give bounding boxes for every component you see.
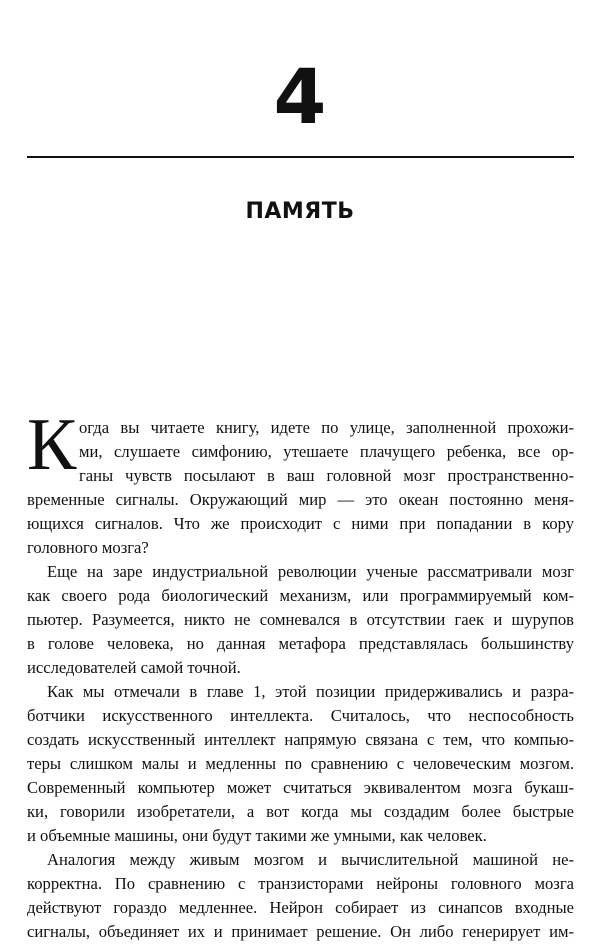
text-line: ганы чувств посылают в ваш головной мозг пространственно- bbox=[79, 466, 574, 485]
text-line: исследователей самой точной. bbox=[27, 658, 241, 677]
text-line: временные сигналы. Окружающий мир — это океан постоянно меня- bbox=[27, 490, 574, 509]
text-line: ми, слушаете симфонию, утешаете плачущего ребенка, все ор- bbox=[79, 442, 574, 461]
chapter-title: ПАМЯТЬ bbox=[245, 199, 355, 224]
text-line: Еще на заре индустриальной революции ученые рассматривали мозг bbox=[47, 562, 574, 581]
text-line: пьютер. Разумеется, никто не сомневался в отсутствии гаек и шурупов bbox=[27, 610, 574, 629]
text-line: создать искусственный интеллект напрямую связана с тем, что компью- bbox=[27, 730, 574, 749]
text-line: Как мы отмечали в главе 1, этой позиции придерживались и разра- bbox=[47, 682, 574, 701]
paragraph-2 bbox=[27, 560, 574, 680]
text-line: Аналогия между живым мозгом и вычислительной машиной не- bbox=[47, 850, 574, 869]
text-line: ки, говорили изобретатели, а вот когда мы создадим более быстрые bbox=[27, 802, 574, 821]
paragraph-4 bbox=[27, 848, 574, 944]
text-line: как своего рода биологический механизм, или программируемый ком- bbox=[27, 586, 574, 605]
paragraph-1 bbox=[27, 416, 574, 560]
drop-cap: К bbox=[27, 404, 77, 486]
text-line: огда вы читаете книгу, идете по улице, заполненной прохожи- bbox=[79, 418, 574, 437]
paragraph-3 bbox=[27, 680, 574, 848]
text-line: сигналы, объединяет их и принимает решение. Он либо генерирует им- bbox=[27, 922, 574, 941]
text-line: в голове человека, но данная метафора представлялась большинству bbox=[27, 634, 574, 653]
text-line: Современный компьютер может считаться эквивалентом мозга букаш- bbox=[27, 778, 574, 797]
text-line: корректна. По сравнению с транзисторами нейроны головного мозга bbox=[27, 874, 574, 893]
text-line: и объемные машины, они будут такими же умными, как человек. bbox=[27, 826, 487, 845]
chapter-body bbox=[27, 404, 574, 944]
chapter-divider bbox=[27, 156, 574, 158]
text-line: ботчики искусственного интеллекта. Считалось, что неспособность bbox=[27, 706, 574, 725]
text-line: действуют гораздо медленнее. Нейрон собирает из синапсов входные bbox=[27, 898, 574, 917]
text-line: головного мозга? bbox=[27, 538, 149, 557]
chapter-number: 4 bbox=[273, 52, 327, 141]
text-line: теры слишком малы и медленны по сравнению с человеческим мозгом. bbox=[27, 754, 574, 773]
text-line: ющихся сигналов. Что же происходит с ними при попадании в кору bbox=[27, 514, 574, 533]
